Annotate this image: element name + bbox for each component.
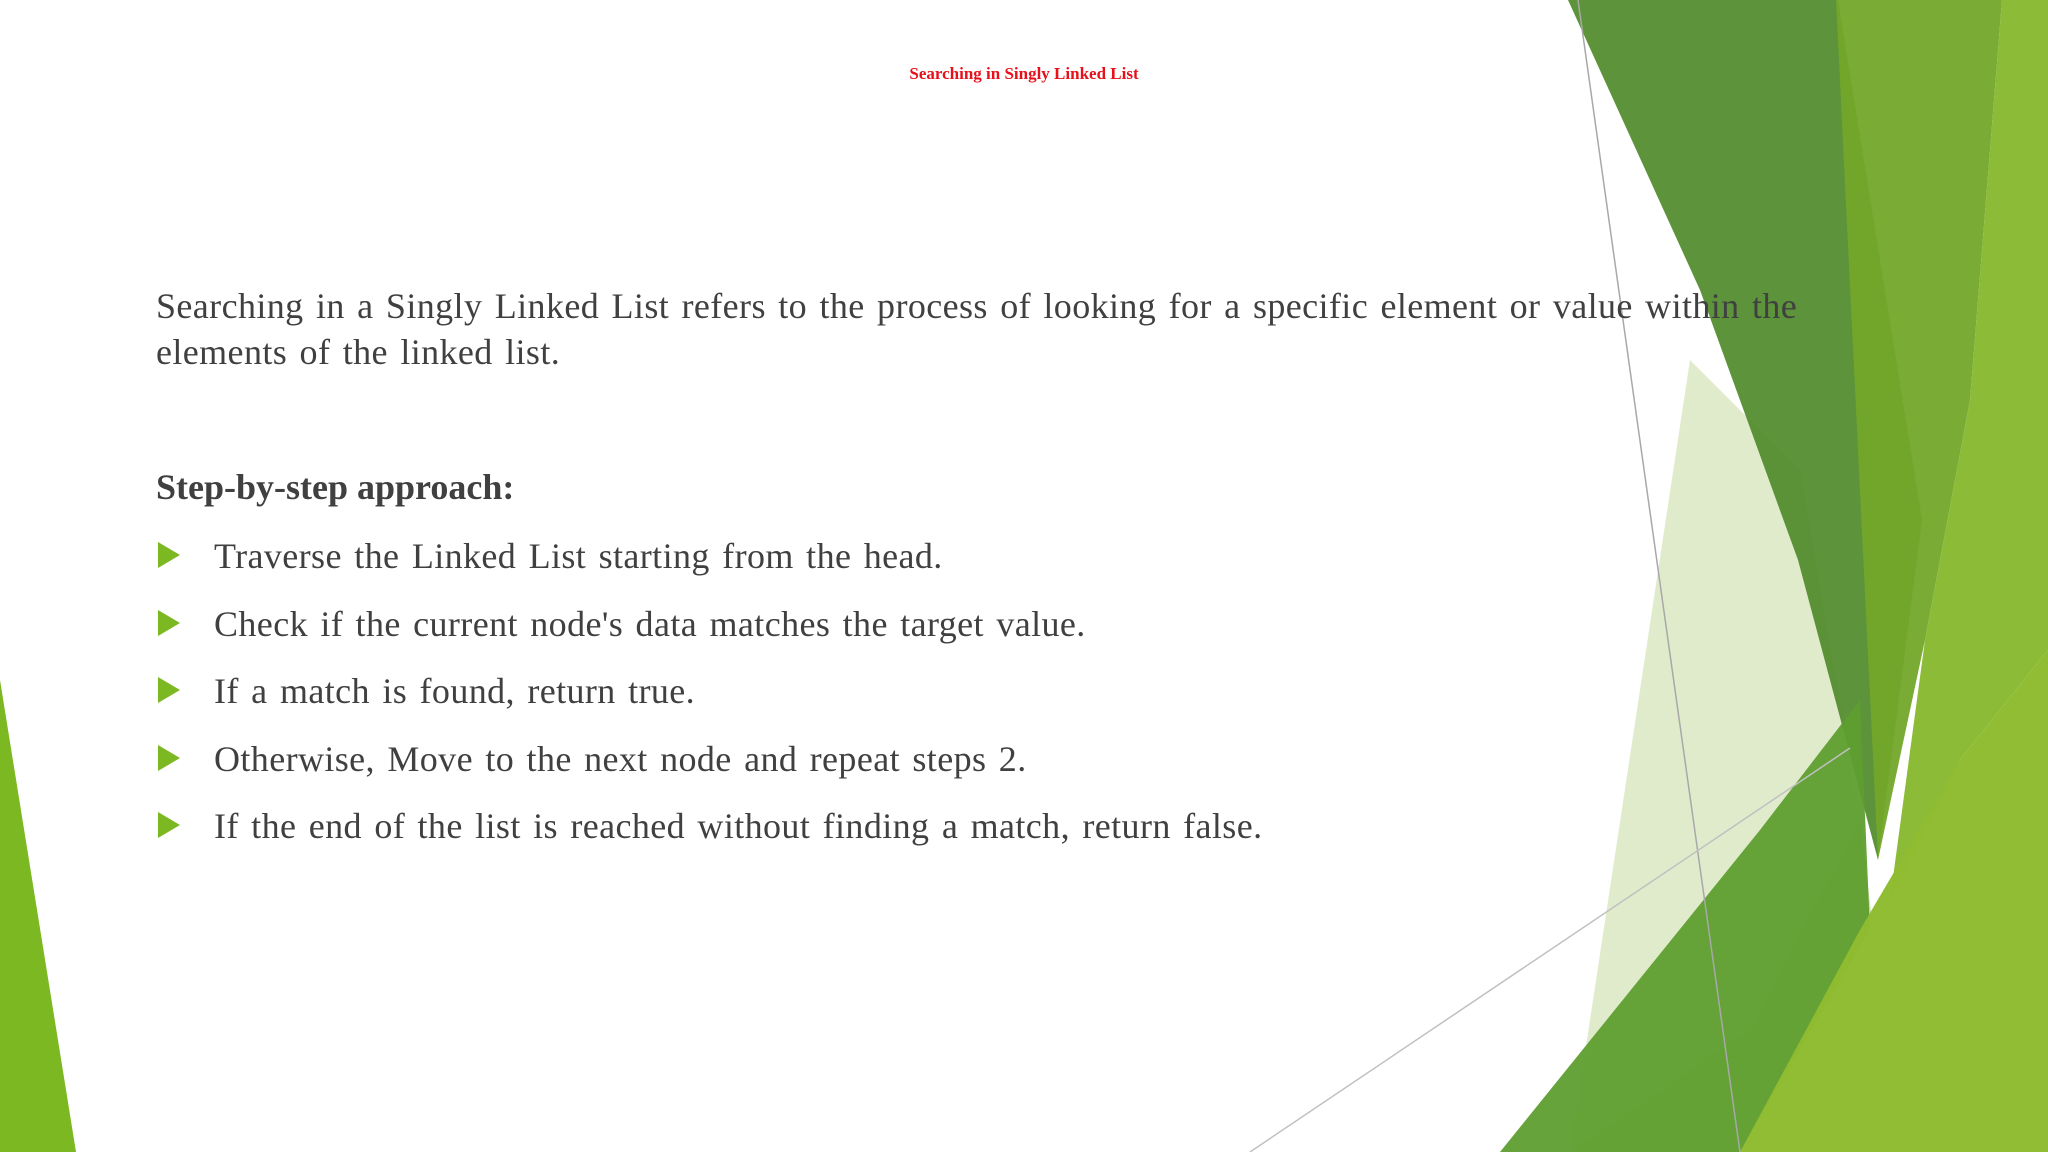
step-text: Otherwise, Move to the next node and repeat steps 2. (214, 738, 1027, 779)
step-text: If a match is found, return true. (214, 671, 696, 711)
triangle-right-icon (158, 745, 180, 771)
slide-title: Searching in Singly Linked List (909, 64, 1139, 83)
approach-heading: Step-by-step approach: (156, 467, 515, 507)
list-item (156, 530, 1262, 598)
left-green-wedge (0, 680, 76, 1152)
list-item (156, 665, 1262, 733)
triangle-right-icon (158, 610, 180, 636)
triangle-right-icon (158, 677, 180, 703)
step-text: If the end of the list is reached without finding a match, return false. (214, 806, 1263, 846)
triangle-right-icon (158, 542, 180, 568)
list-item (156, 733, 1262, 801)
steps-list (156, 530, 1262, 868)
step-text: Traverse the Linked List starting from the head. (214, 536, 943, 576)
intro-paragraph: Searching in a Singly Linked List refers to the process of looking for a specific element or value within the elements of the linked list. (156, 286, 1798, 372)
triangle-right-icon (158, 812, 180, 838)
step-text: Check if the current node's data matches the target value. (214, 603, 1086, 644)
list-item (156, 800, 1262, 868)
list-item (156, 598, 1262, 666)
